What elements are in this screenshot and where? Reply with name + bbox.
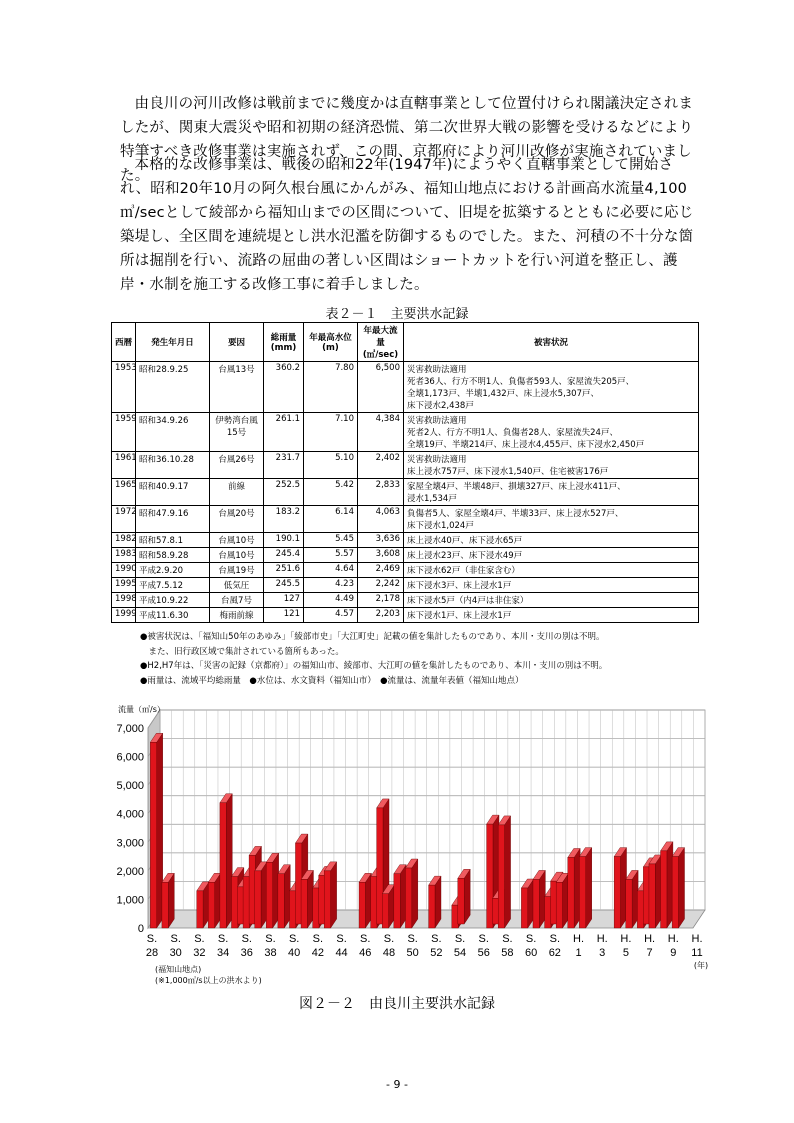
bar xyxy=(579,857,585,928)
bar xyxy=(452,905,458,928)
row-level: 4.64 xyxy=(304,563,358,578)
row-flow: 6,500 xyxy=(358,362,404,413)
x-tick-num: 42 xyxy=(311,947,324,959)
page-number: - 9 - xyxy=(386,1078,408,1091)
table-row xyxy=(112,578,699,593)
row-damage xyxy=(404,413,699,452)
row-year: 1953 xyxy=(112,362,136,413)
bar xyxy=(661,851,667,928)
row-year: 1999 xyxy=(112,608,136,623)
row-date: 昭和36.10.28 xyxy=(136,452,210,479)
x-tick-num: 11 xyxy=(691,947,703,959)
row-date: 昭和58.9.28 xyxy=(136,548,210,563)
bar xyxy=(278,874,284,928)
row-rain: 261.1 xyxy=(264,413,304,452)
row-level: 4.23 xyxy=(304,578,358,593)
x-tick-num: 32 xyxy=(193,947,206,959)
row-year: 1998 xyxy=(112,593,136,608)
damage-line: 災害救助法適用 xyxy=(407,416,467,426)
bar xyxy=(394,874,400,928)
x-tick-era: H. xyxy=(667,933,679,945)
table-row xyxy=(112,413,699,452)
row-date: 昭和40.9.17 xyxy=(136,479,210,506)
bar xyxy=(429,885,435,928)
row-cause: 伊勢湾台風15号 xyxy=(210,413,264,452)
damage-line: 家屋全壊4戸、半壊48戸、損壊327戸、床上浸水411戸、 xyxy=(407,482,626,492)
damage-line: 負傷者5人、家屋全壊4戸、半壊33戸、床上浸水527戸、 xyxy=(407,509,624,519)
row-cause: 梅雨前線 xyxy=(210,608,264,623)
bar xyxy=(637,891,643,928)
bar xyxy=(324,871,330,928)
bar-side xyxy=(505,816,511,928)
damage-line: 床下浸水1,024戸 xyxy=(407,521,474,531)
x-tick-num: 50 xyxy=(406,947,419,959)
x-tick-era: S. xyxy=(217,933,229,945)
row-cause: 台風20号 xyxy=(210,506,264,533)
y-tick-label: 6,000 xyxy=(116,751,144,764)
header-damage: 被害状況 xyxy=(404,323,699,362)
row-flow: 2,833 xyxy=(358,479,404,506)
bar xyxy=(266,862,272,928)
header-cause: 要因 xyxy=(210,323,264,362)
x-tick-num: 36 xyxy=(240,947,253,959)
figure-title: 図２－２ 由良川主要洪水記録 xyxy=(299,996,495,1012)
bar xyxy=(359,882,365,928)
chart-note: (※1,000㎥/s以上の洪水より) xyxy=(155,976,262,985)
row-cause: 台風10号 xyxy=(210,533,264,548)
bar xyxy=(458,878,464,924)
row-year: 1965 xyxy=(112,479,136,506)
bar xyxy=(382,894,388,928)
note-line: ●被害状況は、「福知山50年のあゆみ」「綾部市史」「大江町史」記載の値を集計したものであり、本川・支川の別は不明。 xyxy=(140,632,605,642)
row-year: 1961 xyxy=(112,452,136,479)
row-damage xyxy=(404,506,699,533)
row-flow: 2,402 xyxy=(358,452,404,479)
x-tick-num: 62 xyxy=(548,947,561,959)
row-date: 昭和57.8.1 xyxy=(136,533,210,548)
row-date: 平成2.9.20 xyxy=(136,563,210,578)
x-tick-era: S. xyxy=(383,933,395,945)
x-tick-era: S. xyxy=(549,933,561,945)
damage-line: 床下浸水62戸（非住家含む） xyxy=(407,566,520,576)
bar-side xyxy=(412,859,418,928)
x-tick-num: 1 xyxy=(575,947,582,959)
x-tick-num: 30 xyxy=(169,947,182,959)
y-axis-title: 流量（㎥/s） xyxy=(118,705,165,714)
row-damage xyxy=(404,548,699,563)
x-tick-era: S. xyxy=(288,933,300,945)
row-level: 5.45 xyxy=(304,533,358,548)
row-level: 4.57 xyxy=(304,608,358,623)
x-tick-era: S. xyxy=(360,933,371,945)
y-tick-label: 0 xyxy=(137,923,144,935)
row-rain: 183.2 xyxy=(264,506,304,533)
row-cause: 台風19号 xyxy=(210,563,264,578)
table-row xyxy=(112,548,699,563)
note-line: ●H2,H7年は、「災害の記録（京都府）」の福知山市、綾部市、大江町の値を集計したものであり、本川・支川の別は不明。 xyxy=(140,661,608,671)
header-date: 発生年月日 xyxy=(136,323,210,362)
y-tick-label: 7,000 xyxy=(116,723,144,735)
row-level: 7.10 xyxy=(304,413,358,452)
row-flow: 4,063 xyxy=(358,506,404,533)
x-tick-era: S. xyxy=(170,933,181,945)
bar xyxy=(672,857,678,928)
intro-paragraph: 由良川の河川改修は戦前までに幾度かは直轄事業として位置付けられ閣議決定されましたが、関東大震災や昭和初期の経済恐慌、第二次世界大戦の影響を受けるなどにより特筆すべき改修事業は実施されず、この間、京都府により河川改修が実施されていました。 xyxy=(120,96,694,184)
x-tick-num: 60 xyxy=(525,947,538,959)
bar xyxy=(150,742,156,928)
row-flow: 2,242 xyxy=(358,578,404,593)
flood-record-table xyxy=(111,322,699,623)
row-date: 平成7.5.12 xyxy=(136,578,210,593)
damage-line: 死者2人、行方不明1人、負傷者28人、家屋流失24戸、 xyxy=(407,428,618,438)
y-tick-label: 5,000 xyxy=(116,780,144,793)
y-tick-label: 1,000 xyxy=(116,894,144,907)
x-tick-era: H. xyxy=(644,933,656,945)
bar xyxy=(243,877,249,928)
x-tick-num: 40 xyxy=(288,947,301,959)
row-damage xyxy=(404,563,699,578)
bar xyxy=(289,891,295,928)
header-level: 年最高水位(m) xyxy=(304,323,358,362)
note-line: ●雨量は、流域平均総雨量 ●水位は、水文資料（福知山市） ●流量は、流量年表値（福知山地点） xyxy=(140,675,524,686)
damage-line: 災害救助法適用 xyxy=(407,365,467,375)
x-tick-era: S. xyxy=(312,933,324,945)
row-damage xyxy=(404,533,699,548)
bar-side xyxy=(586,848,592,928)
row-year: 1959 xyxy=(112,413,136,452)
row-flow: 3,608 xyxy=(358,548,404,563)
table-row xyxy=(112,608,699,623)
row-year: 1982 xyxy=(112,533,136,548)
bar xyxy=(556,882,562,928)
header-flow: 年最大流量(㎥/sec) xyxy=(358,323,404,362)
x-tick-num: 9 xyxy=(670,947,677,959)
row-year: 1995 xyxy=(112,578,136,593)
header-rain: 総雨量(mm) xyxy=(264,323,304,362)
bar xyxy=(545,897,551,928)
bar xyxy=(626,879,632,928)
x-tick-era: S. xyxy=(407,933,418,945)
row-date: 平成10.9.22 xyxy=(136,593,210,608)
row-damage xyxy=(404,608,699,623)
bar xyxy=(533,879,539,928)
row-rain: 245.5 xyxy=(264,578,304,593)
row-year: 1983 xyxy=(112,548,136,563)
row-rain: 252.5 xyxy=(264,479,304,506)
bar xyxy=(487,824,493,928)
bar-side xyxy=(331,862,337,928)
x-tick-era: S. xyxy=(336,933,347,945)
bar xyxy=(405,868,411,928)
table-row xyxy=(112,563,699,578)
x-tick-num: 46 xyxy=(359,947,372,959)
row-flow: 2,203 xyxy=(358,608,404,623)
table-row xyxy=(112,362,699,413)
damage-line: 床上浸水757戸、床下浸水1,540戸、住宅被害176戸 xyxy=(407,467,609,477)
bar xyxy=(301,879,307,928)
x-tick-era: S. xyxy=(502,933,513,945)
x-tick-num: 44 xyxy=(335,947,348,959)
table-body xyxy=(112,362,699,623)
x-tick-era: H. xyxy=(573,933,585,945)
x-tick-num: 58 xyxy=(501,947,514,959)
damage-line: 床下浸水5戸（内4戸は非住家） xyxy=(407,596,529,606)
bar-side xyxy=(679,848,685,928)
row-date: 平成11.6.30 xyxy=(136,608,210,623)
x-tick-era: S. xyxy=(265,933,276,945)
bar xyxy=(568,857,574,928)
row-flow: 4,384 xyxy=(358,413,404,452)
row-rain: 360.2 xyxy=(264,362,304,413)
damage-line: 床下浸水1戸、床上浸水1戸 xyxy=(407,611,512,621)
row-damage xyxy=(404,452,699,479)
row-level: 4.49 xyxy=(304,593,358,608)
row-cause: 台風26号 xyxy=(210,452,264,479)
damage-line: 全壊19戸、半壊214戸、床上浸水4,455戸、床下浸水2,450戸 xyxy=(407,440,645,450)
x-tick-era: S. xyxy=(454,933,466,945)
row-flow: 2,178 xyxy=(358,593,404,608)
row-rain: 245.4 xyxy=(264,548,304,563)
note-line: また、旧行政区域で集計されている箇所もあった。 xyxy=(140,646,344,657)
table-notes xyxy=(140,630,720,688)
flood-flow-chart xyxy=(100,700,710,985)
bar xyxy=(208,882,214,928)
bar xyxy=(255,871,261,928)
row-date: 昭和47.9.16 xyxy=(136,506,210,533)
x-tick-era: S. xyxy=(146,933,158,945)
bar xyxy=(614,857,620,928)
row-year: 1990 xyxy=(112,563,136,578)
x-tick-num: 5 xyxy=(622,947,629,959)
bar xyxy=(313,888,319,928)
x-tick-era: S. xyxy=(241,933,252,945)
row-cause: 低気圧 xyxy=(210,578,264,593)
header-year: 西暦 xyxy=(112,323,136,362)
x-tick-num: 54 xyxy=(453,947,467,959)
row-rain: 121 xyxy=(264,608,304,623)
damage-line: 床下浸水2,438戸 xyxy=(407,401,474,411)
row-year: 1972 xyxy=(112,506,136,533)
table-row xyxy=(112,452,699,479)
bar xyxy=(220,803,226,928)
table-row xyxy=(112,506,699,533)
row-flow: 2,469 xyxy=(358,563,404,578)
bar xyxy=(231,877,237,928)
row-rain: 190.1 xyxy=(264,533,304,548)
row-level: 5.57 xyxy=(304,548,358,563)
bar xyxy=(649,864,655,928)
x-tick-num: 3 xyxy=(599,947,606,959)
row-flow: 3,636 xyxy=(358,533,404,548)
row-damage xyxy=(404,362,699,413)
damage-line: 浸水1,534戸 xyxy=(407,494,457,504)
damage-line: 床上浸水23戸、床下浸水49戸 xyxy=(407,551,523,561)
damage-line: 床上浸水40戸、床下浸水65戸 xyxy=(407,536,523,546)
damage-line: 床下浸水3戸、床上浸水1戸 xyxy=(407,581,512,591)
table-title: 表２－１ 主要洪水記録 xyxy=(325,307,469,322)
x-tick-era: H. xyxy=(691,933,703,945)
x-tick-num: 28 xyxy=(145,947,159,959)
y-tick-label: 3,000 xyxy=(116,837,144,850)
table-row xyxy=(112,593,699,608)
row-rain: 251.6 xyxy=(264,563,304,578)
row-damage xyxy=(404,479,699,506)
row-cause: 台風13号 xyxy=(210,362,264,413)
row-level: 5.10 xyxy=(304,452,358,479)
table-row xyxy=(112,479,699,506)
bar xyxy=(162,882,168,928)
bar xyxy=(521,888,527,928)
x-tick-num: 48 xyxy=(382,947,396,959)
x-tick-num: 56 xyxy=(477,947,490,959)
x-tick-era: S. xyxy=(194,933,205,945)
row-damage xyxy=(404,593,699,608)
row-date: 昭和28.9.25 xyxy=(136,362,210,413)
row-level: 7.80 xyxy=(304,362,358,413)
damage-line: 災害救助法適用 xyxy=(407,455,467,465)
damage-line: 全壊1,173戸、半壊1,432戸、床上浸水5,307戸、 xyxy=(407,389,600,399)
row-level: 5.42 xyxy=(304,479,358,506)
x-tick-era: H. xyxy=(596,933,608,945)
chart-note: (福知山地点) xyxy=(155,965,202,974)
history-paragraph: 本格的な改修事業は、戦後の昭和22年(1947年)にようやく直轄事業として開始され、昭和20年10月の阿久根台風にかんがみ、福知山地点における計画高水流量4,100㎥/secとして綾部から福知山までの区間について、旧堤を拡築するとともに必要に応じ築堤し、全区間を連続堤とし洪水氾濫を防御するものでした。また、河積の不十分な箇所は掘削を行い、流路の屈曲の著しい区間はショートカットを行い河道を整正し、護岸・水制を施工する改修工事に着手しました。 xyxy=(120,157,694,293)
x-tick-num: 38 xyxy=(264,947,277,959)
x-tick-era: S. xyxy=(478,933,489,945)
bar xyxy=(498,825,504,928)
row-cause: 前線 xyxy=(210,479,264,506)
bar-side xyxy=(464,869,470,924)
row-rain: 127 xyxy=(264,593,304,608)
x-tick-era: H. xyxy=(620,933,632,945)
x-axis-unit: (年) xyxy=(693,961,709,970)
x-tick-num: 7 xyxy=(646,947,653,959)
bar xyxy=(371,877,377,928)
bar xyxy=(197,891,203,928)
table-header-row xyxy=(112,323,699,362)
y-tick-label: 2,000 xyxy=(116,865,144,878)
x-tick-num: 52 xyxy=(430,947,443,959)
row-rain: 231.7 xyxy=(264,452,304,479)
x-tick-num: 34 xyxy=(216,947,230,959)
y-tick-label: 4,000 xyxy=(116,808,144,821)
row-date: 昭和34.9.26 xyxy=(136,413,210,452)
x-tick-era: S. xyxy=(525,933,537,945)
bar-side xyxy=(168,873,174,928)
x-tick-era: S. xyxy=(431,933,442,945)
row-cause: 台風10号 xyxy=(210,548,264,563)
table-row xyxy=(112,533,699,548)
row-damage xyxy=(404,578,699,593)
row-cause: 台風7号 xyxy=(210,593,264,608)
damage-line: 死者36人、行方不明1人、負傷者593人、家屋流失205戸、 xyxy=(407,377,635,387)
row-level: 6.14 xyxy=(304,506,358,533)
